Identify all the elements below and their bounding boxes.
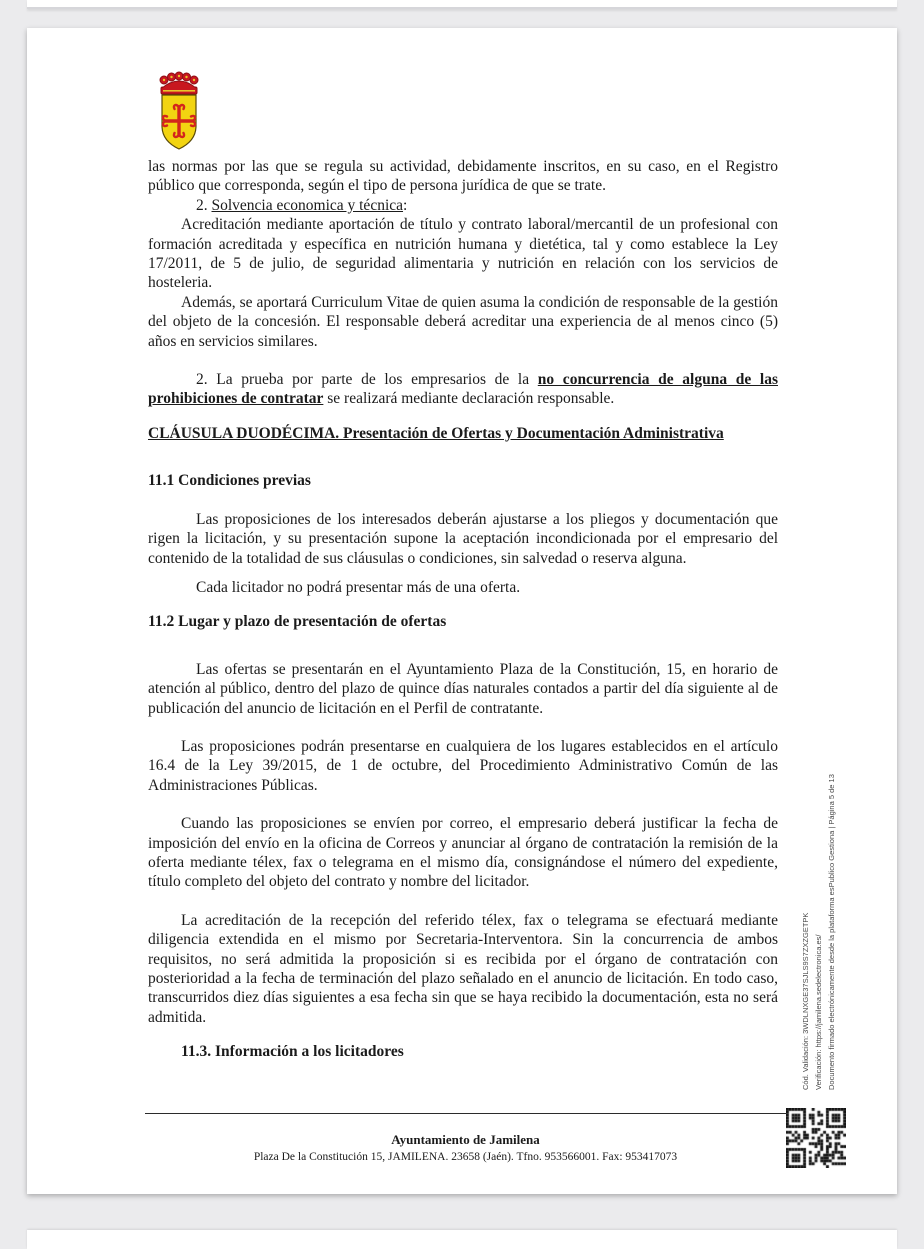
document-body (148, 157, 778, 1062)
validation-sidebar (799, 740, 843, 1090)
paragraph: Cuando las proposiciones se envíen por correo, el empresario deberá justificar la fecha de imposición del envío en la oficina de Correos y anunciar al órgano de contratación la remisión de la oferta mediante télex, fax o telegrama en el mismo día, consignándose el número del expediente, título completo del objeto del contrato y nombre del licitador. (148, 815, 778, 891)
paragraph: La acreditación de la recepción del referido télex, fax o telegrama se efectuará mediante diligencia extendida en el mismo por Secretaria-Interventora. Sin la concurrencia de ambos requisitos, no será admitida la proposición si es recibida por el órgano de contratación con posterioridad a la fecha de terminación del plazo señalado en el anuncio de licitación. En todo caso, transcurridos diez días siguientes a esa fecha sin que se haya recibido la documentación, esta no será admitida. (148, 911, 778, 1026)
coat-of-arms-svg (148, 68, 210, 154)
previous-page-edge (27, 0, 897, 9)
next-page-edge (27, 1230, 897, 1249)
paragraph: las normas por las que se regula su actividad, debidamente inscritos, en su caso, en el Registro público que corresponda, según el tipo de persona jurídica de que se trate. (148, 158, 778, 195)
signature-note: Documento firmado electrónicamente desde la plataforma esPublico Gestiona | Página 5 de 13 (827, 774, 836, 1090)
jamilena-coat-of-arms-icon (148, 68, 210, 154)
paragraph: Las proposiciones podrán presentarse en cualquiera de los lugares establecidos en el artículo 16.4 de la Ley 39/2015, de 1 de octubre, del Procedimiento Administrativo Común de las Administraciones Públicas. (148, 737, 778, 794)
section-heading: 11.2 Lugar y plazo de presentación de ofertas (148, 613, 447, 631)
paragraph: 2. La prueba por parte de los empresarios de la no concurrencia de alguna de las prohibiciones de contratar se realizará mediante declaración responsable. (148, 371, 778, 408)
verification-url: Verificación: https://jamilena.sedelectronica.es/ (814, 934, 823, 1090)
paragraph: Las proposiciones de los interesados deberán ajustarse a los pliegos y documentación que rigen la licitación, y su presentación supone la aceptación incondicionada por el empresario del contenido de la totalidad de sus cláusulas o condiciones, sin salvedad o reserva alguna. (148, 510, 778, 567)
section-heading: 11.1 Condiciones previas (148, 472, 311, 490)
section-heading: 11.3. Información a los licitadores (181, 1043, 404, 1061)
qr-code (786, 1108, 846, 1168)
page-footer (145, 1125, 786, 1165)
validation-code: Cód. Validación: 3WDLNXGE37SJLS9S7ZXZGETPK (801, 912, 810, 1090)
footer-divider (145, 1113, 786, 1114)
footer-organization: Ayuntamiento de Jamilena (391, 1132, 540, 1147)
paragraph: Acreditación mediante aportación de título y contrato laboral/mercantil de un profesional con formación acreditada y específica en nutrición humana y dietética, tal y como establece la Ley 17/2011, de 5 de julio, de seguridad alimentaria y nutrición en relación con los servicios de hosteleria. (148, 216, 778, 292)
paragraph: Cada licitador no podrá presentar más de una oferta. (196, 578, 521, 596)
paragraph: Las ofertas se presentarán en el Ayuntamiento Plaza de la Constitución, 15, en horario de atención al público, dentro del plazo de quince días naturales contados a partir del día siguiente al de publicación del anuncio de licitación en el Perfil de contratante. (148, 660, 778, 717)
footer-address: Plaza De la Constitución 15, JAMILENA. 23658 (Jaén). Tfno. 953566001. Fax: 953417073 (253, 1151, 678, 1163)
paragraph: Además, se aportará Curriculum Vitae de quien asuma la condición de responsable de la gestión del objeto de la concesión. El responsable deberá acreditar una experiencia de al menos cinco (5) años en servicios similares. (148, 293, 778, 350)
document-paper (27, 28, 897, 1194)
section-heading: CLÁUSULA DUODÉCIMA. Presentación de Ofertas y Documentación Administrativa (148, 424, 724, 442)
paragraph: 2. Solvencia economica y técnica: (196, 196, 408, 214)
